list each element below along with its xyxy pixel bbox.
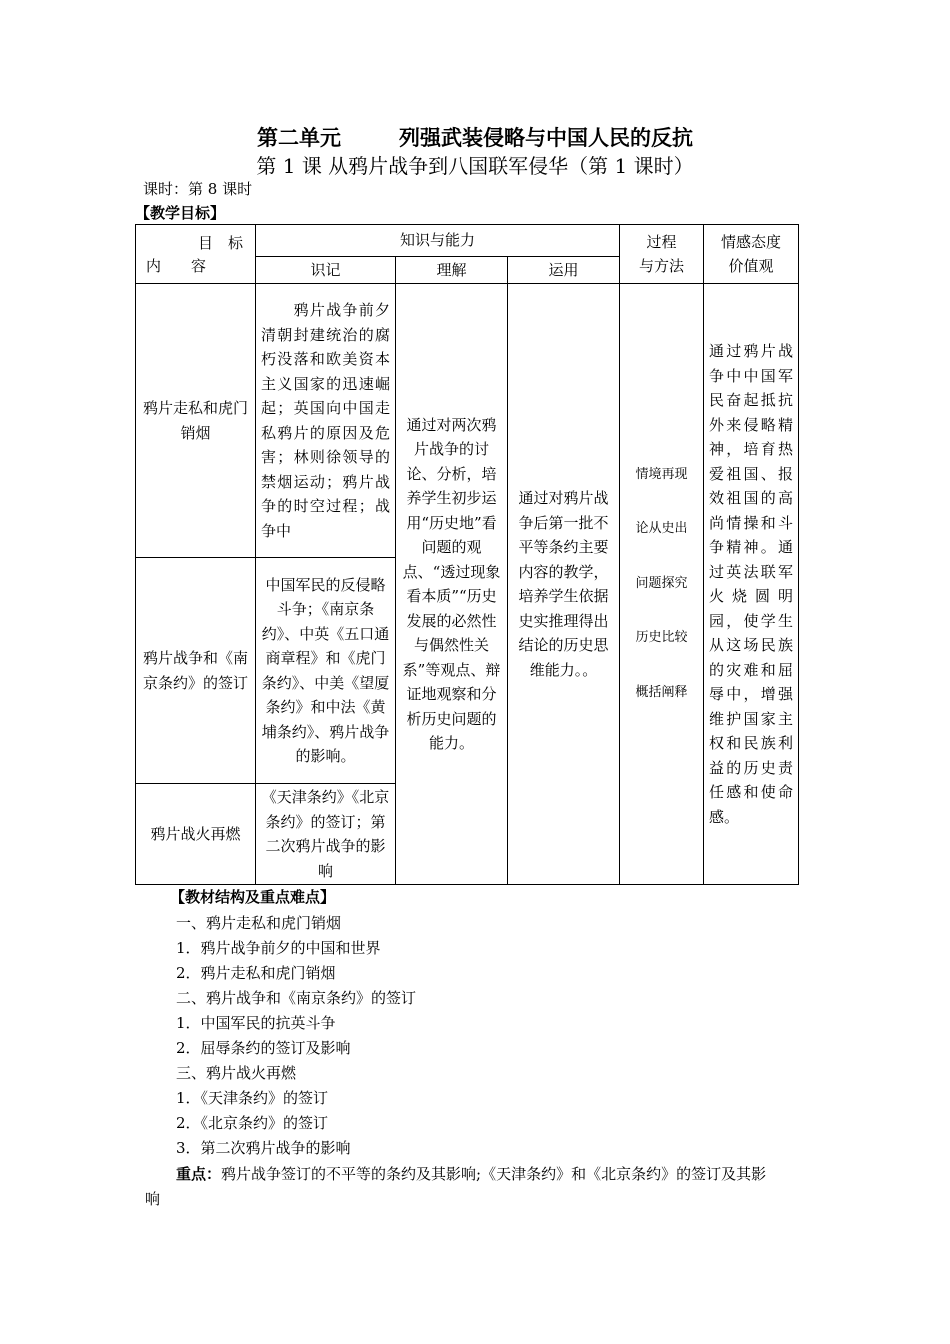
topic-cell: 鸦片战火再燃 — [136, 784, 256, 885]
method-item: 概括阐释 — [635, 684, 688, 700]
outline-item: 一、鸦片走私和虎门销烟 — [176, 914, 342, 932]
method-item: 历史比较 — [635, 630, 688, 646]
key-point-continued: 响 — [145, 1190, 161, 1208]
header-recall: 识记 — [256, 257, 396, 284]
header-understand: 理解 — [396, 257, 508, 284]
apply-cell: 通过对鸦片战争后第一批不平等条约主要内容的教学，培养学生依据史实推理得出结论的历史思维能力。。 — [508, 284, 620, 885]
key-point-label: 重点： — [176, 1165, 222, 1183]
recall-cell: 鸦片战争前夕清朝封建统治的腐朽没落和欧美资本主义国家的迅速崛起；英国向中国走私鸦片的原因及危害；林则徐领导的禁烟运动；鸦片战争的时空过程；战争中 — [256, 284, 396, 558]
unit-number: 第二单元 — [257, 126, 341, 150]
lesson-title: 第 1 课 从鸦片战争到八国联军侵华（第 1 课时） — [256, 154, 694, 178]
emotion-cell: 通过鸦片战争中中国军民奋起抵抗外来侵略精神，培育热爱祖国、报效祖国的高尚情操和斗争精神。通过英法联军火烧圆明园，使学生从这场民族的灾难和屈辱中，增强维护国家主权和民族利益的历史责任感和使命感。 — [704, 284, 799, 885]
unit-title — [0, 122, 950, 152]
outline-item: 1．鸦片战争前夕的中国和世界 — [176, 939, 381, 957]
outline-item: 三、鸦片战火再燃 — [176, 1064, 297, 1082]
outline-item: 3．第二次鸦片战争的影响 — [176, 1139, 351, 1157]
outline-item: 1．中国军民的抗英斗争 — [176, 1014, 336, 1032]
topic-cell: 鸦片走私和虎门销烟 — [136, 284, 256, 558]
goals-heading: 【教学目标】 — [135, 204, 226, 222]
outline-item: 2．《北京条约》的签订 — [176, 1114, 329, 1132]
outline-item: 2．屈辱条约的签订及影响 — [176, 1039, 351, 1057]
class-hours: 课时：第 8 课时 — [143, 180, 253, 198]
method-item: 论从史出 — [635, 521, 688, 537]
topic-cell: 鸦片战争和《南京条约》的签订 — [136, 558, 256, 784]
method-item: 问题探究 — [635, 575, 688, 591]
method-item: 情境再现 — [635, 466, 688, 482]
header-target: 目 标 — [197, 234, 243, 252]
unit-name: 列强武装侵略与中国人民的反抗 — [399, 126, 693, 150]
header-apply: 运用 — [508, 257, 620, 284]
recall-cell: 《天津条约》《北京条约》的签订；第二次鸦片战争的影响 — [256, 784, 396, 885]
diagonal-header-cell — [136, 225, 256, 284]
methods-cell — [620, 284, 704, 885]
key-point — [176, 1163, 766, 1184]
header-emotion: 情感态度 价值观 — [704, 225, 799, 284]
structure-heading: 【教材结构及重点难点】 — [170, 888, 336, 906]
header-knowledge: 知识与能力 — [256, 225, 620, 257]
recall-cell: 中国军民的反侵略斗争；《南京条约》、中英《五口通商章程》和《虎门条约》、中美《望厦条约》和中法《黄埔条约》、鸦片战争的影响。 — [256, 558, 396, 784]
outline-item: 1．《天津条约》的签订 — [176, 1089, 329, 1107]
header-process: 过程 与方法 — [620, 225, 704, 284]
key-point-text: 鸦片战争签订的不平等的条约及其影响;《天津条约》和《北京条约》的签订及其影 — [221, 1165, 767, 1183]
outline-item: 二、鸦片战争和《南京条约》的签订 — [176, 989, 417, 1007]
header-content: 内 容 — [146, 256, 207, 275]
teaching-goals-table — [135, 224, 799, 885]
understand-cell: 通过对两次鸦片战争的讨论、分析，培养学生初步运用“历史地”看问题的观点、“透过现象看本质”“历史发展的必然性与偶然性关系”等观点、辩证地观察和分析历史问题的能力。 — [396, 284, 508, 885]
outline-item: 2．鸦片走私和虎门销烟 — [176, 964, 336, 982]
